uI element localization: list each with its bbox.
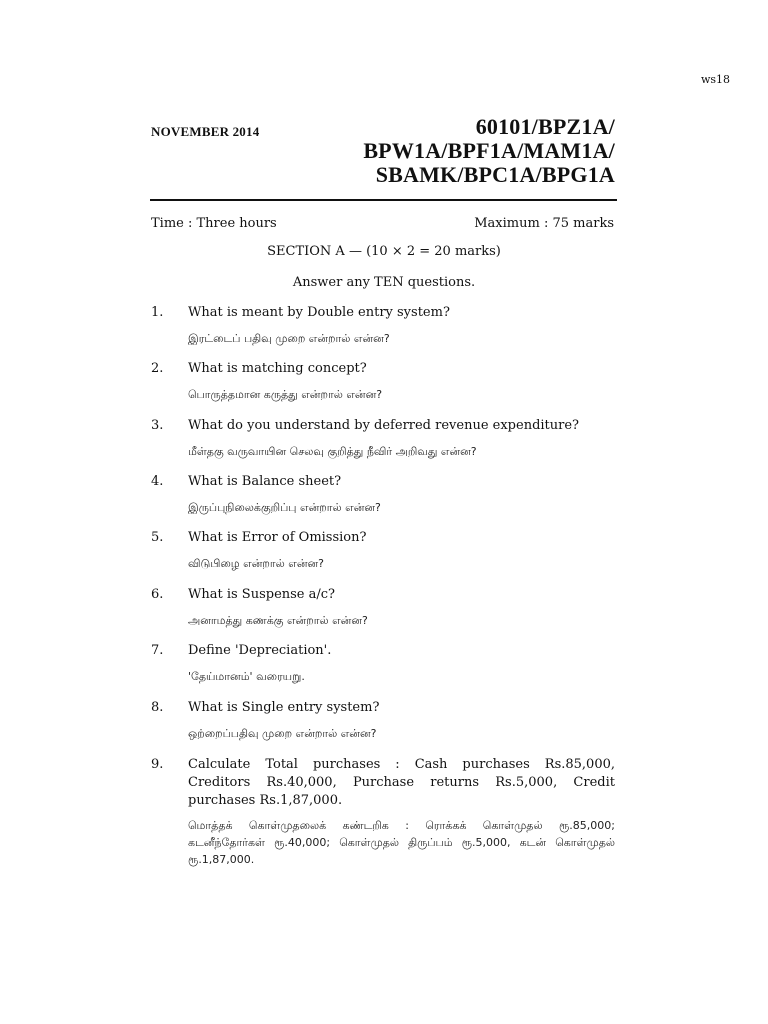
question-number: 9. xyxy=(151,757,164,772)
question-number: 3. xyxy=(151,418,164,433)
page-code: ws18 xyxy=(700,73,730,86)
question-english: What is Error of Omission? xyxy=(188,530,367,545)
question-tamil: இருப்புநிலைக்குறிப்பு என்றால் என்ன? xyxy=(188,501,381,514)
question-tamil: அனாமத்து கணக்கு என்றால் என்ன? xyxy=(188,614,368,627)
paper-codes xyxy=(363,115,615,187)
question-tamil: மொத்தக் கொள்முதலைக் கண்டறிக : ரொக்கக் கொள்முதல் ரூ.85,000; கடனீந்தோர்கள் ரூ.40,000; கொள்முதல் திருப்பம் ரூ.5,000, கடன் கொள்முதல் ரூ.1,87,000. xyxy=(188,819,615,866)
max-marks-label: Maximum : 75 marks xyxy=(474,216,614,231)
question-number: 7. xyxy=(151,643,164,658)
paper-code-line-1: 60101/BPZ1A/ xyxy=(475,114,615,139)
time-label: Time : Three hours xyxy=(151,216,277,231)
header-divider xyxy=(150,199,617,201)
question-number: 4. xyxy=(151,474,164,489)
question-english: What do you understand by deferred revenue expenditure? xyxy=(188,418,580,433)
question-english: Calculate Total purchases : Cash purchases Rs.85,000, Creditors Rs.40,000, Purchase returns Rs.5,000, Credit purchases Rs.1,87,000. xyxy=(188,757,615,808)
question-english: What is meant by Double entry system? xyxy=(188,305,450,320)
question-tamil: இரட்டைப் பதிவு முறை என்றால் என்ன? xyxy=(188,332,390,345)
question-tamil: 'தேய்மானம்' வரையறு. xyxy=(188,670,305,683)
question-english: What is Single entry system? xyxy=(188,700,380,715)
question-english: Define 'Depreciation'. xyxy=(188,643,332,658)
section-title: SECTION A — (10 × 2 = 20 marks) xyxy=(267,244,501,259)
question-tamil: ஒற்றைப்பதிவு முறை என்றால் என்ன? xyxy=(188,727,377,740)
question-number: 8. xyxy=(151,700,164,715)
question-number: 1. xyxy=(151,305,164,320)
section-instruction: Answer any TEN questions. xyxy=(292,275,476,290)
paper-code-line-3: SBAMK/BPC1A/BPG1A xyxy=(375,162,615,187)
question-english: What is Balance sheet? xyxy=(188,474,342,489)
question-tamil: விடுபிழை என்றால் என்ன? xyxy=(188,557,324,570)
question-english: What is matching concept? xyxy=(188,361,367,376)
question-tamil: மீள்தகு வருவாயின செலவு குறித்து நீவிர் அறிவது என்ன? xyxy=(188,445,477,458)
question-english: What is Suspense a/c? xyxy=(188,587,336,602)
exam-date: NOVEMBER 2014 xyxy=(151,124,260,139)
question-tamil: பொருத்தமான கருத்து என்றால் என்ன? xyxy=(188,388,383,401)
paper-code-line-2: BPW1A/BPF1A/MAM1A/ xyxy=(363,138,615,163)
question-number: 2. xyxy=(151,361,164,376)
question-number: 6. xyxy=(151,587,164,602)
question-number: 5. xyxy=(151,530,164,545)
